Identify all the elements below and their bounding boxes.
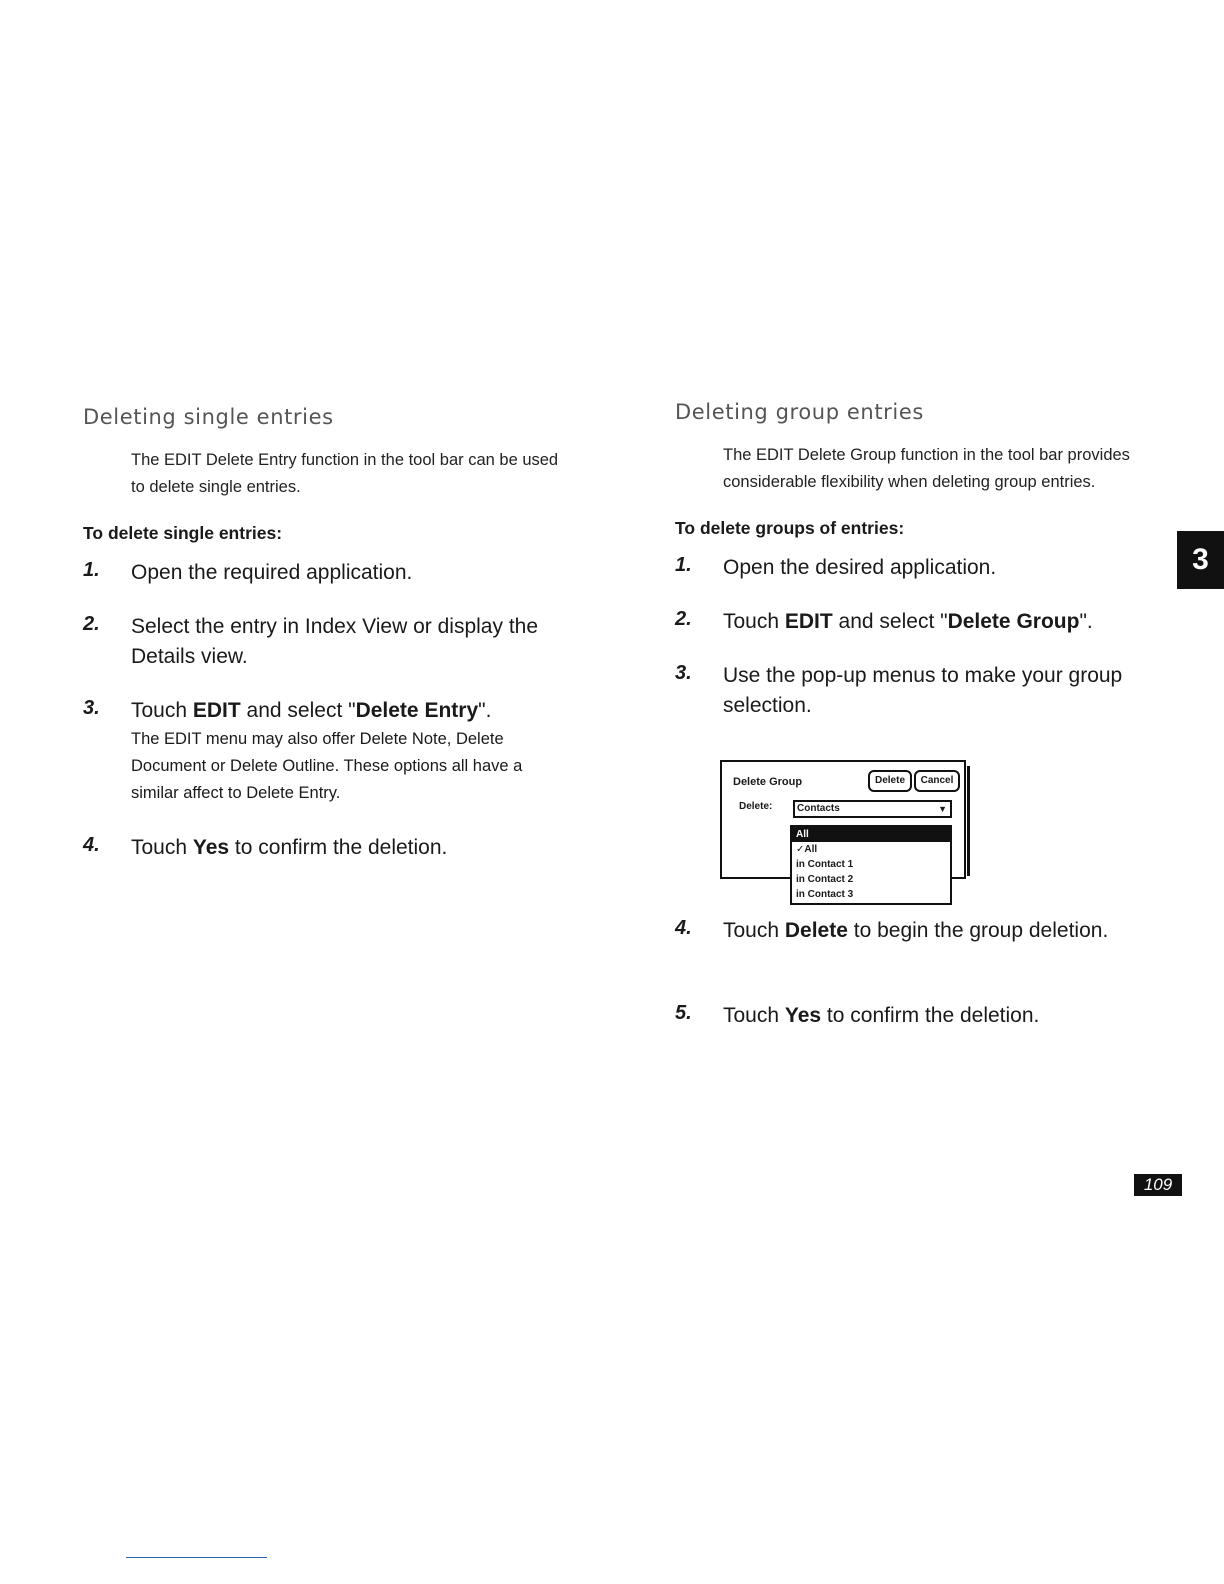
step-text: Use the pop-up menus to make your group selection. xyxy=(723,664,1123,717)
cancel-button[interactable]: Cancel xyxy=(914,770,960,792)
step-number: 3. xyxy=(675,662,692,684)
menu-item[interactable]: ✓All xyxy=(796,844,818,855)
delete-group-dialog-figure xyxy=(720,760,965,910)
right-column xyxy=(675,400,1165,721)
intro-single: The EDIT Delete Entry function in the tool bar can be used to delete single entries. xyxy=(131,451,559,496)
step-number: 2. xyxy=(83,613,100,635)
step-text: Open the required application. xyxy=(131,561,413,584)
menu-item[interactable]: in Contact 2 xyxy=(796,874,854,885)
step-right-5 xyxy=(675,1001,1213,1031)
procedure-title-group: To delete groups of entries: xyxy=(675,518,905,538)
step-left-3 xyxy=(83,696,571,807)
step-right-3 xyxy=(675,661,1193,721)
step-text: Touch Yes to confirm the deletion. xyxy=(723,1004,1040,1027)
menu-item[interactable]: in Contact 3 xyxy=(796,889,854,900)
step-left-4 xyxy=(83,833,603,863)
step-text: Touch EDIT and select "Delete Entry". xyxy=(131,699,492,722)
left-column xyxy=(83,405,603,863)
step-number: 5. xyxy=(675,1002,692,1024)
delete-select[interactable] xyxy=(793,800,952,818)
step-right-4 xyxy=(675,916,1213,946)
step-number: 1. xyxy=(675,554,692,576)
procedure-title-single: To delete single entries: xyxy=(83,523,283,543)
step-note: The EDIT menu may also offer Delete Note, Delete Document or Delete Outline. These options all have a similar affect to Delete Entry. xyxy=(131,730,523,802)
step-text: Touch Delete to begin the group deletion. xyxy=(723,919,1109,942)
step-number: 3. xyxy=(83,697,100,719)
menu-item[interactable]: in Contact 1 xyxy=(796,859,854,870)
popup-menu xyxy=(790,825,952,905)
chapter-tab: 3 xyxy=(1177,531,1224,589)
footer-rule xyxy=(126,1557,267,1558)
step-left-1 xyxy=(83,558,603,588)
step-number: 4. xyxy=(675,917,692,939)
step-number: 1. xyxy=(83,559,100,581)
step-text: Touch EDIT and select "Delete Group". xyxy=(723,610,1093,633)
step-text: Select the entry in Index View or display the Details view. xyxy=(131,615,539,668)
selected-value: Contacts xyxy=(797,803,840,814)
step-number: 2. xyxy=(675,608,692,630)
dialog-title: Delete Group xyxy=(733,776,803,788)
menu-item[interactable]: All xyxy=(792,827,950,842)
step-right-2 xyxy=(675,607,1165,637)
step-text: Open the desired application. xyxy=(723,556,997,579)
step-number: 4. xyxy=(83,834,100,856)
step-left-2 xyxy=(83,612,571,672)
section-title-single: Deleting single entries xyxy=(83,405,334,429)
intro-group: The EDIT Delete Group function in the tool bar provides considerable flexibility when deleting group entries. xyxy=(723,446,1130,491)
delete-field-label: Delete: xyxy=(739,801,773,812)
delete-button[interactable]: Delete xyxy=(868,770,912,792)
step-right-1 xyxy=(675,553,1165,583)
page-number: 109 xyxy=(1134,1174,1182,1196)
step-text: Touch Yes to confirm the deletion. xyxy=(131,836,448,859)
section-title-group: Deleting group entries xyxy=(675,400,924,424)
chevron-down-icon: ▼ xyxy=(938,804,947,814)
